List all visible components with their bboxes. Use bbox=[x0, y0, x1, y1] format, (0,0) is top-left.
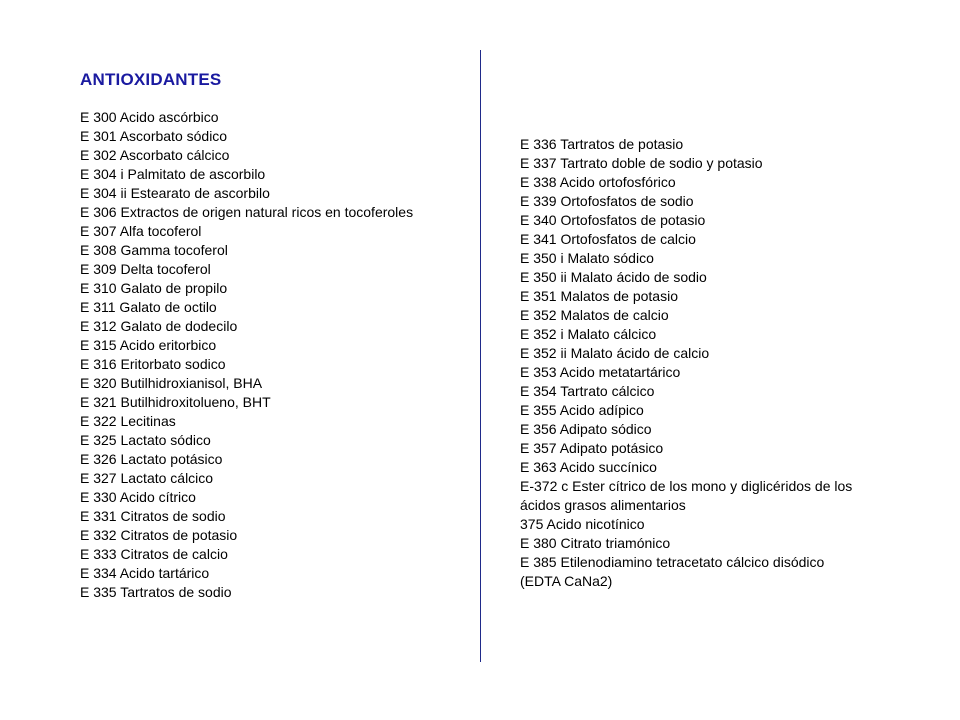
column-divider bbox=[480, 50, 481, 662]
list-item: E 310 Galato de propilo bbox=[80, 280, 228, 296]
list-item: E 312 Galato de dodecilo bbox=[80, 318, 238, 334]
left-column-list bbox=[80, 108, 413, 602]
list-item: E 352 ii Malato ácido de calcio bbox=[520, 345, 710, 361]
list-item: 375 Acido nicotínico bbox=[520, 516, 645, 532]
list-item: E 350 ii Malato ácido de sodio bbox=[520, 269, 707, 285]
right-column-list bbox=[520, 135, 852, 591]
list-item: E 316 Eritorbato sodico bbox=[80, 356, 226, 372]
list-item: E 332 Citratos de potasio bbox=[80, 527, 238, 543]
list-item: E 355 Acido adípico bbox=[520, 402, 644, 418]
list-item: E 356 Adipato sódico bbox=[520, 421, 652, 437]
list-item: E 354 Tartrato cálcico bbox=[520, 383, 655, 399]
list-item: E 350 i Malato sódico bbox=[520, 250, 654, 266]
list-item: E-372 c Ester cítrico de los mono y diglicéridos de los bbox=[520, 478, 853, 494]
list-item: E 333 Citratos de calcio bbox=[80, 546, 228, 562]
list-item: E 309 Delta tocoferol bbox=[80, 261, 211, 277]
list-item: E 331 Citratos de sodio bbox=[80, 508, 226, 524]
list-item: E 304 ii Estearato de ascorbilo bbox=[80, 185, 270, 201]
list-item: E 385 Etilenodiamino tetracetato cálcico disódico bbox=[520, 554, 825, 570]
list-item: E 353 Acido metatartárico bbox=[520, 364, 681, 380]
list-item: E 311 Galato de octilo bbox=[80, 299, 217, 315]
page-title: ANTIOXIDANTES bbox=[80, 70, 222, 89]
list-item: E 321 Butilhidroxitolueno, BHT bbox=[80, 394, 271, 410]
list-item: E 327 Lactato cálcico bbox=[80, 470, 214, 486]
list-item: E 337 Tartrato doble de sodio y potasio bbox=[520, 155, 763, 171]
list-item: E 352 i Malato cálcico bbox=[520, 326, 657, 342]
list-item: E 300 Acido ascórbico bbox=[80, 109, 219, 125]
list-item: E 352 Malatos de calcio bbox=[520, 307, 669, 323]
list-item: E 357 Adipato potásico bbox=[520, 440, 664, 456]
list-item: E 301 Ascorbato sódico bbox=[80, 128, 228, 144]
list-item: E 363 Acido succínico bbox=[520, 459, 657, 475]
list-item: E 304 i Palmitato de ascorbilo bbox=[80, 166, 266, 182]
list-item: E 335 Tartratos de sodio bbox=[80, 584, 232, 600]
list-item: E 339 Ortofosfatos de sodio bbox=[520, 193, 694, 209]
list-item: E 341 Ortofosfatos de calcio bbox=[520, 231, 696, 247]
list-item: E 326 Lactato potásico bbox=[80, 451, 223, 467]
list-item: E 334 Acido tartárico bbox=[80, 565, 210, 581]
list-item: E 302 Ascorbato cálcico bbox=[80, 147, 230, 163]
list-item: E 306 Extractos de origen natural ricos en tocoferoles bbox=[80, 204, 414, 220]
list-item: E 308 Gamma tocoferol bbox=[80, 242, 228, 258]
list-item: E 351 Malatos de potasio bbox=[520, 288, 678, 304]
list-item: E 320 Butilhidroxianisol, BHA bbox=[80, 375, 263, 391]
list-item: E 338 Acido ortofosfórico bbox=[520, 174, 676, 190]
list-item: E 330 Acido cítrico bbox=[80, 489, 196, 505]
list-item: (EDTA CaNa2) bbox=[520, 573, 613, 589]
list-item: E 307 Alfa tocoferol bbox=[80, 223, 202, 239]
list-item: ácidos grasos alimentarios bbox=[520, 497, 686, 513]
list-item: E 336 Tartratos de potasio bbox=[520, 136, 684, 152]
list-item: E 340 Ortofosfatos de potasio bbox=[520, 212, 706, 228]
list-item: E 325 Lactato sódico bbox=[80, 432, 211, 448]
list-item: E 315 Acido eritorbico bbox=[80, 337, 217, 353]
list-item: E 322 Lecitinas bbox=[80, 413, 176, 429]
list-item: E 380 Citrato triamónico bbox=[520, 535, 671, 551]
